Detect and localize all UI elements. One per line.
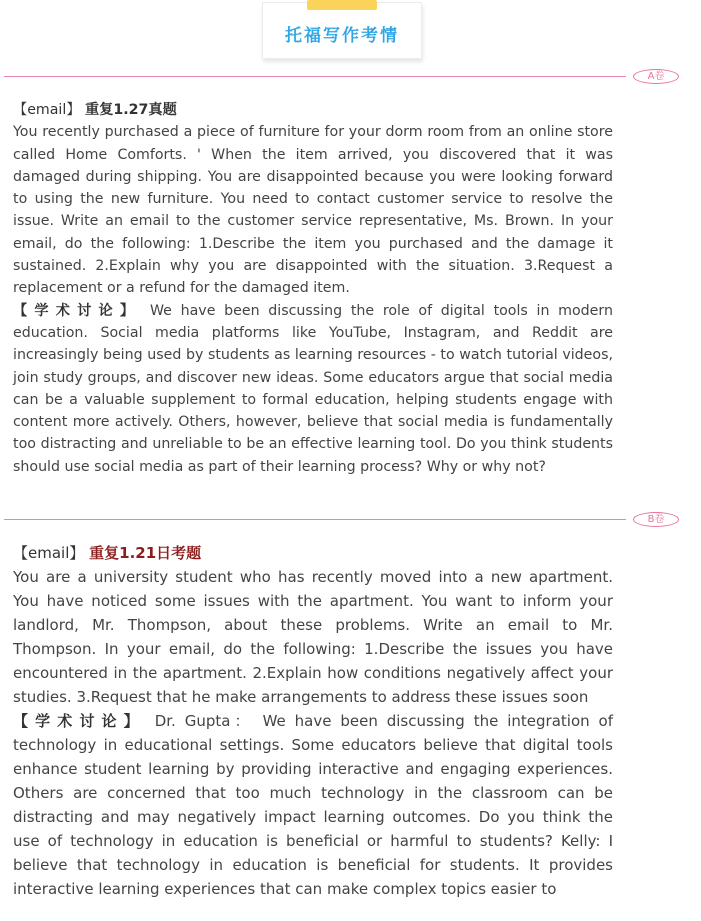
repeat-note: 重复1.21日考题 — [89, 544, 202, 562]
section-b-content — [13, 541, 613, 901]
section-b-badge: B卷 — [633, 512, 679, 527]
title-tape — [307, 0, 377, 10]
academic-prompt: Dr. Gupta： We have been discussing the integration of technology in educational settings. Some educators believe that digital tools enhance student learning by providing interactive and engaging experiences. Others are concerned that too much technology in the classroom can be distracting and may negatively impact learning outcomes. Do you think the use of technology in education is beneficial or harmful to students? Kelly: I believe that technology in education is beneficial for students. It provides interactive learning experiences that can make complex topics easier to — [13, 712, 613, 898]
divider-b — [4, 519, 626, 520]
section-a-content — [13, 99, 613, 478]
divider-a — [4, 76, 626, 77]
email-tag: 【email】 — [13, 544, 85, 562]
academic-tag: 【学术讨论】 — [13, 302, 142, 319]
email-prompt: You recently purchased a piece of furniture for your dorm room from an online store called Home Comforts. ' When the item arrived, you discovered that it was damaged during shipping. You are disappointed because you were looking forward to using the new furniture. You need to contact customer service to resolve the issue. Write an email to the customer service representative, Ms. Brown. In your email, do the following: 1.Describe the item you purchased and the damage it sustained. 2.Explain why you are disappointed with the situation. 3.Request a replacement or a refund for the damaged item. — [13, 124, 613, 297]
repeat-note: 重复1.27真题 — [85, 102, 177, 118]
page-title: 托福写作考情 — [285, 26, 399, 46]
email-prompt: You are a university student who has recently moved into a new apartment. You have noticed some issues with the apartment. You want to inform your landlord, Mr. Thompson, about these problems. Write an email to Mr. Thompson. In your email, do the following: 1.Describe the issues you have encountered in the apartment. 2.Explain how conditions negatively affect your studies. 3.Request that he make arrangements to address these issues soon — [13, 568, 613, 706]
email-tag: 【email】 — [13, 102, 81, 118]
section-a-badge: A卷 — [633, 69, 679, 84]
academic-prompt: We have been discussing the role of digital tools in modern education. Social media platforms like YouTube, Instagram, and Reddit are increasingly being used by students as learning resources - to watch tutorial videos, join study groups, and discover new ideas. Some educators argue that social media can be a valuable supplement to formal education, helping students engage with content more actively. Others, however, believe that social media is fundamentally too distracting and unreliable to be an effective learning tool. Do you think students should use social media as part of their learning process? Why or why not? — [13, 302, 613, 475]
academic-tag: 【学术讨论】 — [13, 712, 146, 730]
